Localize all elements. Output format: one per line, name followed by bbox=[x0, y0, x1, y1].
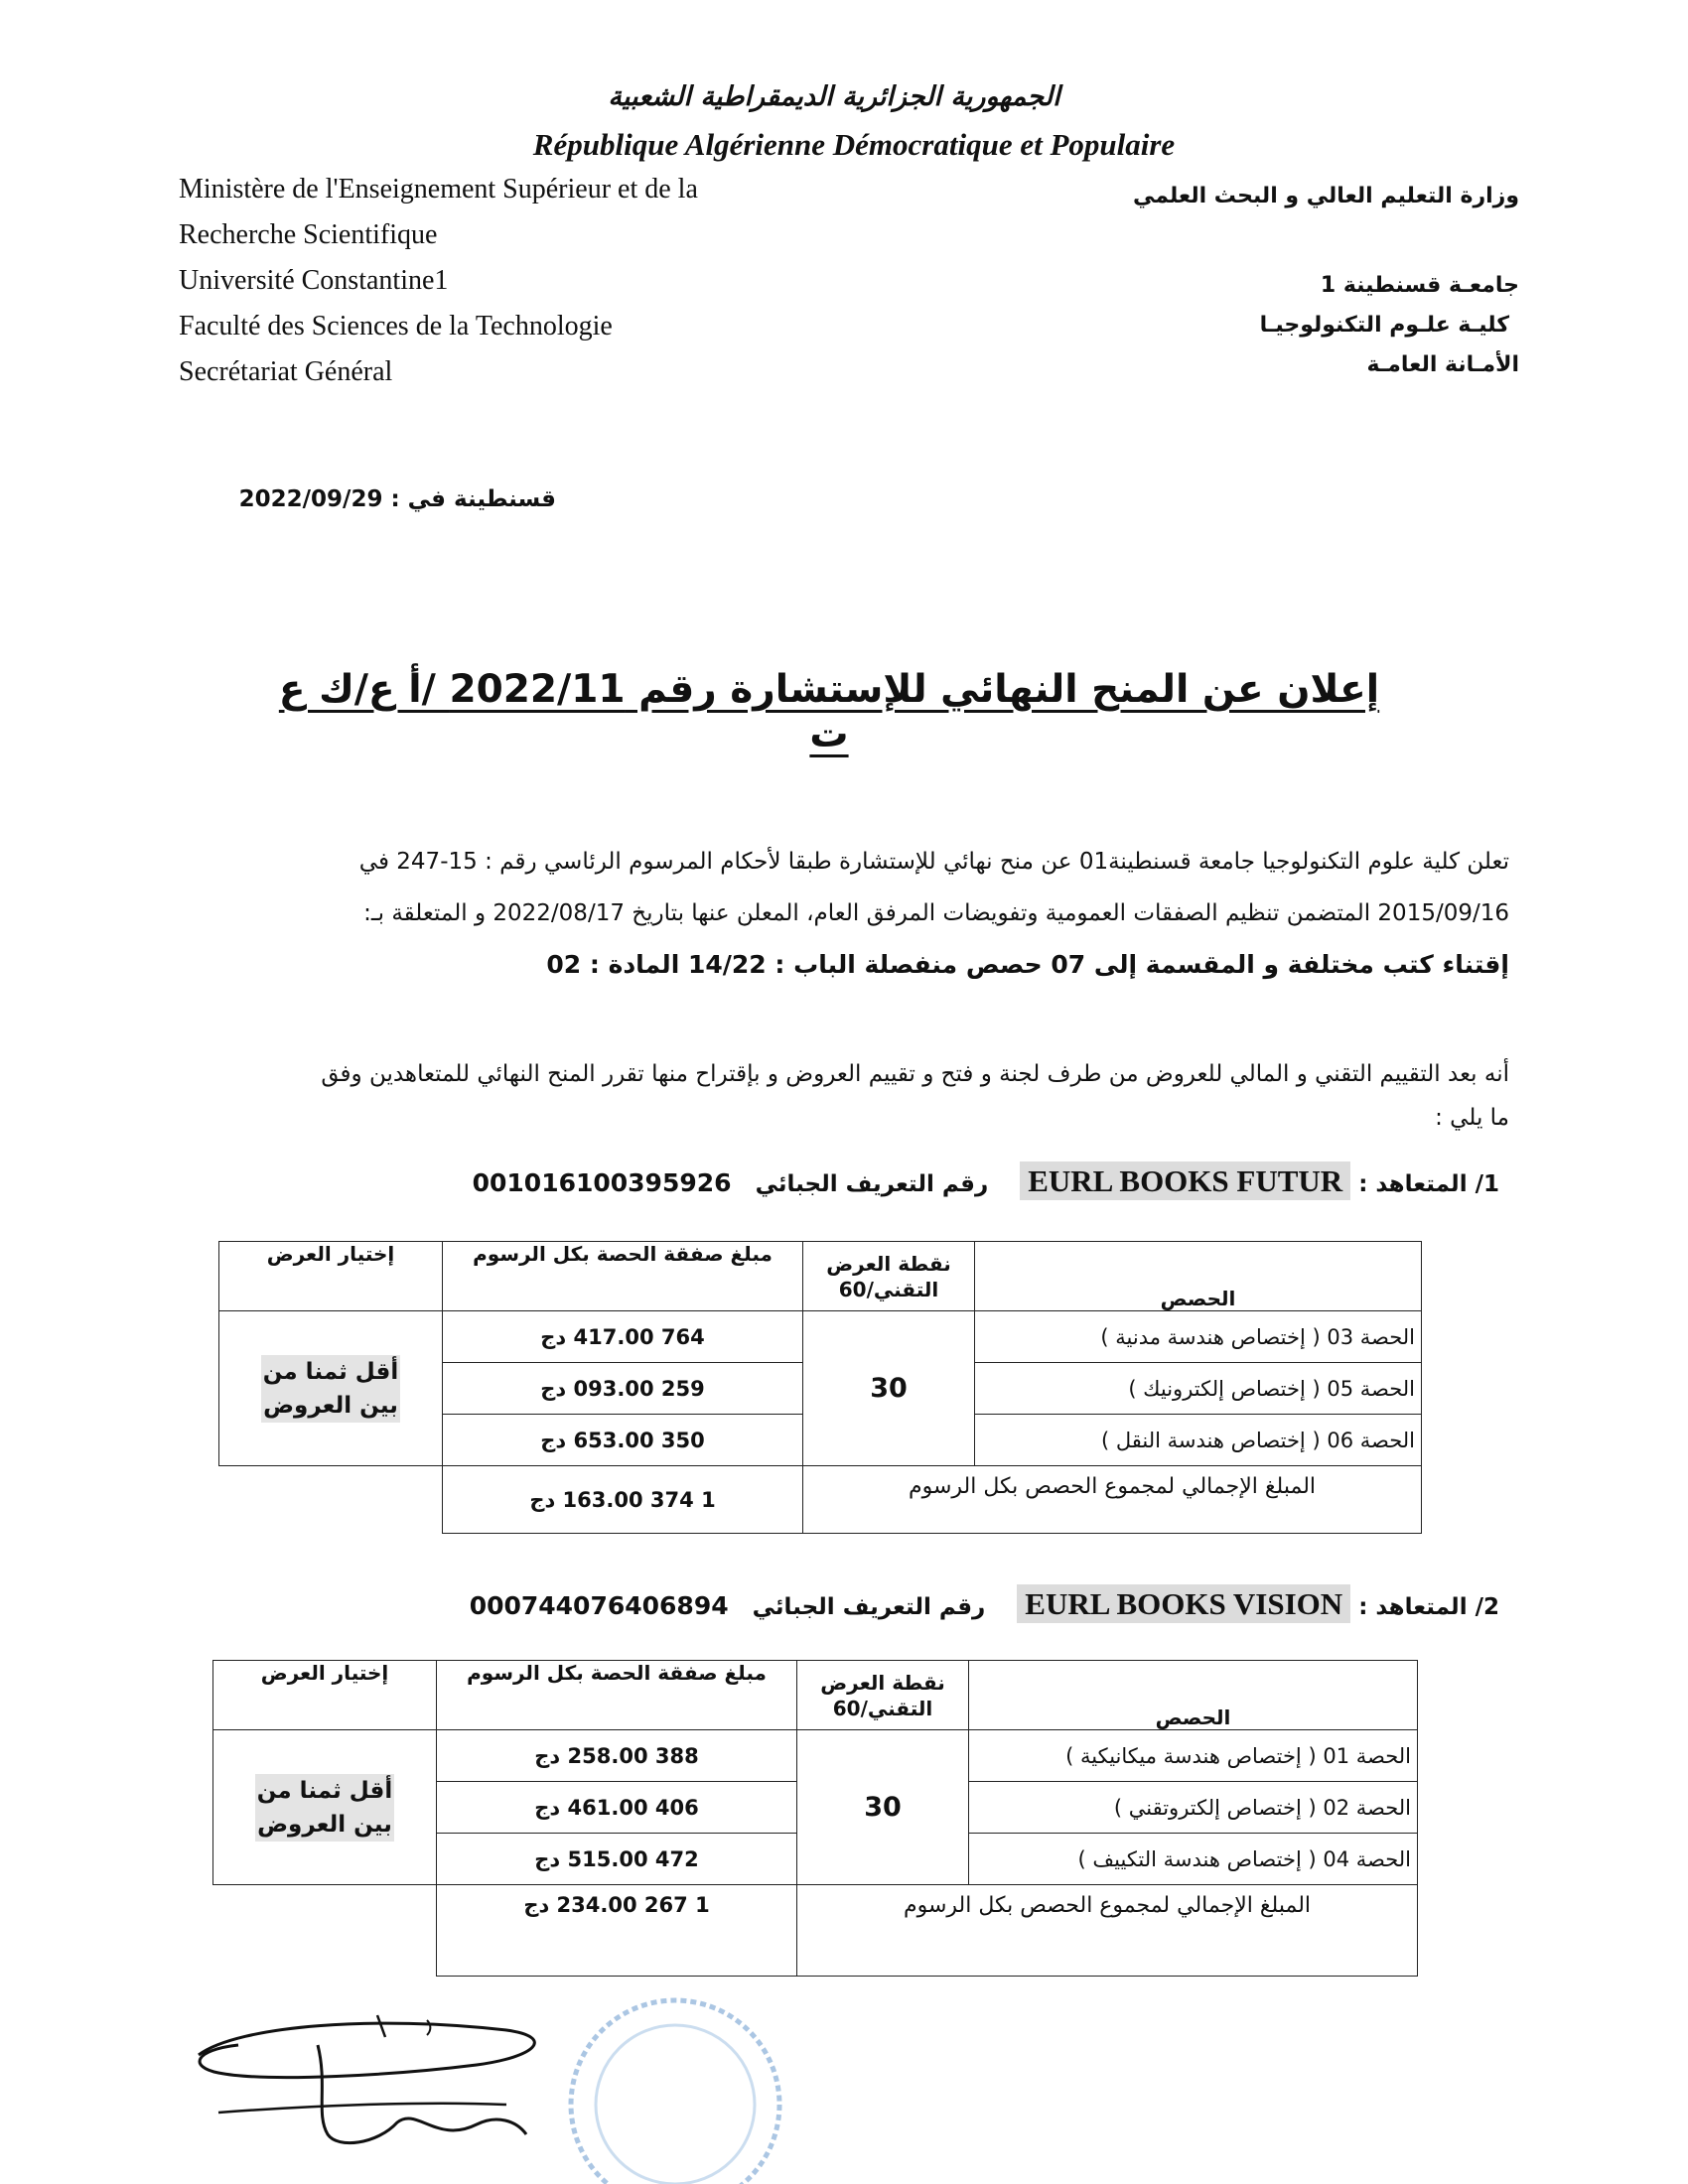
republic-french: République Algérienne Démocratique et Populaire bbox=[532, 127, 1176, 162]
ministry-ar: وزارة التعليم العالي و البحث العلمي bbox=[1132, 184, 1519, 208]
lot-label: الحصة 01 ( إختصاص هندسة ميكانيكية ) bbox=[969, 1730, 1418, 1782]
handwritten-signature bbox=[179, 1995, 596, 2164]
french-header-block bbox=[179, 167, 698, 395]
header-choice: إختيار العرض bbox=[219, 1242, 443, 1311]
intro-paragraph bbox=[159, 836, 1509, 991]
contractor-1-name: EURL BOOKS FUTUR bbox=[1020, 1161, 1350, 1200]
total-label: المبلغ الإجمالي لمجموع الحصص بكل الرسوم bbox=[797, 1885, 1418, 1977]
lot-amount: 764 417.00 دج bbox=[443, 1311, 803, 1363]
lot-label: الحصة 05 ( إختصاص إلكترونيك ) bbox=[975, 1363, 1422, 1415]
header-score: نقطة العرض التقني/60 bbox=[803, 1242, 975, 1311]
lot-amount: 388 258.00 دج bbox=[437, 1730, 797, 1782]
choice-text: أقل ثمنا من بين العروض bbox=[261, 1355, 400, 1423]
choice-cell bbox=[219, 1311, 443, 1466]
header-score: نقطة العرض التقني/60 bbox=[797, 1661, 969, 1730]
header-lots: الحصص bbox=[975, 1242, 1422, 1311]
header-lots: الحصص bbox=[969, 1661, 1418, 1730]
intro-line-1: تعلن كلية علوم التكنولوجيا جامعة قسنطينة01 عن منح نهائي للإستشارة طبقا لأحكام المرسوم الرئاسي رقم : 15-247 في bbox=[358, 849, 1509, 875]
subject-line: إقتناء كتب مختلفة و المقسمة إلى 07 حصص منفصلة الباب : 14/22 المادة : 02 bbox=[546, 950, 1509, 979]
contractor-1-tax-id: 001016100395926 bbox=[472, 1168, 732, 1197]
contractor-1-heading bbox=[472, 1163, 1499, 1199]
lot-amount: 259 093.00 دج bbox=[443, 1363, 803, 1415]
total-amount: 1 374 163.00 دج bbox=[443, 1466, 803, 1534]
lot-label: الحصة 03 ( إختصاص هندسة مدنية ) bbox=[975, 1311, 1422, 1363]
university-ar: جامعـة قسنطينة 1 bbox=[1320, 273, 1519, 298]
contractor-2-index: 2/ المتعاهد : bbox=[1358, 1594, 1499, 1620]
lot-label: الحصة 02 ( إختصاص إلكتروتقني ) bbox=[969, 1782, 1418, 1834]
contractor-2-heading bbox=[467, 1586, 1499, 1622]
total-label: المبلغ الإجمالي لمجموع الحصص بكل الرسوم bbox=[803, 1466, 1422, 1534]
choice-text: أقل ثمنا من بين العروض bbox=[255, 1774, 394, 1842]
decision-line-1: أنه بعد التقييم التقني و المالي للعروض من طرف لجنة و فتح و تقييم العروض و بإقتراح منها تقرر المنح النهائي للمتعاهدين وفق bbox=[321, 1061, 1509, 1087]
total-amount: 1 267 234.00 دج bbox=[437, 1885, 797, 1977]
secretariat-ar: الأمـانة العامـة bbox=[1366, 352, 1519, 377]
score-cell: 30 bbox=[803, 1311, 975, 1466]
lot-label: الحصة 04 ( إختصاص هندسة التكييف ) bbox=[969, 1834, 1418, 1885]
faculty-ar: كليـة علـوم التكنولوجيـا bbox=[1259, 313, 1509, 338]
contractor-2-tax-label: رقم التعريف الجبائي bbox=[752, 1594, 986, 1620]
header-amount: مبلغ صفقة الحصة بكل الرسوم bbox=[437, 1661, 797, 1730]
score-cell: 30 bbox=[797, 1730, 969, 1885]
contractor-2-name: EURL BOOKS VISION bbox=[1017, 1584, 1350, 1623]
lot-amount: 472 515.00 دج bbox=[437, 1834, 797, 1885]
contractor-2-table bbox=[212, 1660, 1418, 1977]
university-fr: Université Constantine1 bbox=[179, 265, 449, 296]
header-amount: مبلغ صفقة الحصة بكل الرسوم bbox=[443, 1242, 803, 1311]
header-choice: إختيار العرض bbox=[213, 1661, 437, 1730]
contractor-1-table bbox=[218, 1241, 1422, 1534]
intro-line-2: 2015/09/16 المتضمن تنظيم الصفقات العمومية وتفويضات المرفق العام، المعلن عنها بتاريخ 2022/08/17 و المتعلقة بـ: bbox=[363, 900, 1509, 926]
contractor-1-index: 1/ المتعاهد : bbox=[1358, 1171, 1499, 1197]
date-line: قسنطينة في : 2022/09/29 bbox=[238, 486, 556, 512]
contractor-2-tax-id: 000744076406894 bbox=[469, 1591, 729, 1620]
faculty-fr: Faculté des Sciences de la Technologie bbox=[179, 311, 613, 341]
choice-cell bbox=[213, 1730, 437, 1885]
official-stamp bbox=[556, 1985, 794, 2184]
ministry-fr: Ministère de l'Enseignement Supérieur et de la bbox=[179, 174, 698, 205]
lot-amount: 406 461.00 دج bbox=[437, 1782, 797, 1834]
page-title: إعلان عن المنح النهائي للإستشارة رقم 2022/11 /أ ع/ك ع ت bbox=[278, 667, 1380, 756]
arabic-header-block bbox=[1023, 184, 1519, 377]
lot-label: الحصة 06 ( إختصاص هندسة النقل ) bbox=[975, 1415, 1422, 1466]
republic-arabic: الجمهورية الجزائرية الديمقراطية الشعبية bbox=[608, 81, 1060, 112]
secretariat-fr: Secrétariat Général bbox=[179, 356, 393, 387]
decision-line-2: ما يلي : bbox=[1435, 1105, 1509, 1131]
contractor-1-tax-label: رقم التعريف الجبائي bbox=[755, 1171, 989, 1197]
decision-paragraph bbox=[169, 1052, 1509, 1140]
lot-amount: 350 653.00 دج bbox=[443, 1415, 803, 1466]
research-fr: Recherche Scientifique bbox=[179, 219, 438, 250]
